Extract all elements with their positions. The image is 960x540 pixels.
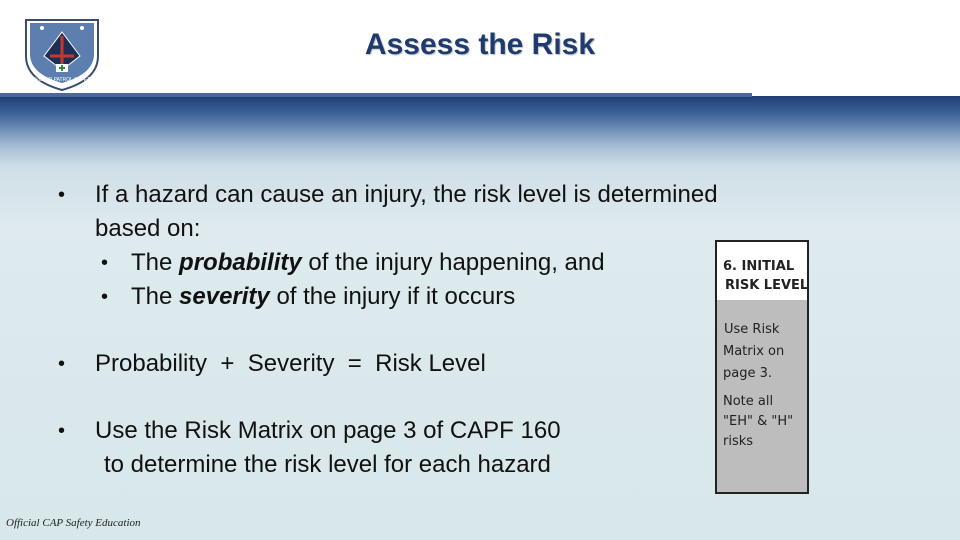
bullet-3-line-1: Use the Risk Matrix on page 3 of CAPF 160 <box>95 417 561 444</box>
sub-bullet-marker: • <box>101 286 109 308</box>
form-note-2-line-1: Note all <box>723 394 774 409</box>
emphasis-severity: severity <box>179 283 270 310</box>
bullet-1-line-2: based on: <box>95 215 201 242</box>
bullet-1-line-1: If a hazard can cause an injury, the risk level is determined <box>95 181 718 208</box>
form-heading-line-2: RISK LEVEL <box>725 278 809 293</box>
form-note-1-line-2: Matrix on <box>723 344 785 359</box>
logo-caption: CIVIL AIR PATROL SAFETY <box>30 77 94 83</box>
sub-bullet-marker: • <box>101 252 109 274</box>
form-excerpt-image <box>715 240 809 494</box>
bullet-marker: • <box>58 353 66 375</box>
form-note-2-line-2: "EH" & "H" <box>723 414 794 429</box>
form-note-1-line-3: page 3. <box>723 366 773 381</box>
form-note-1-line-1: Use Risk <box>724 322 780 337</box>
bullet-marker: • <box>58 184 66 206</box>
emphasis-probability: probability <box>179 249 302 276</box>
sub-bullet-severity: The severity of the injury if it occurs <box>131 283 516 310</box>
footer-caption: Official CAP Safety Education <box>6 517 141 529</box>
form-note-2-line-3: risks <box>723 434 754 449</box>
bullet-2-equation: Probability + Severity = Risk Level <box>95 350 486 377</box>
bullet-3-line-2: to determine the risk level for each hazard <box>104 451 551 478</box>
sub-bullet-probability: The probability of the injury happening, and <box>131 249 605 276</box>
bullet-marker: • <box>58 420 66 442</box>
page-title: Assess the Risk <box>364 28 596 61</box>
form-heading-line-1: 6. INITIAL <box>723 259 795 274</box>
